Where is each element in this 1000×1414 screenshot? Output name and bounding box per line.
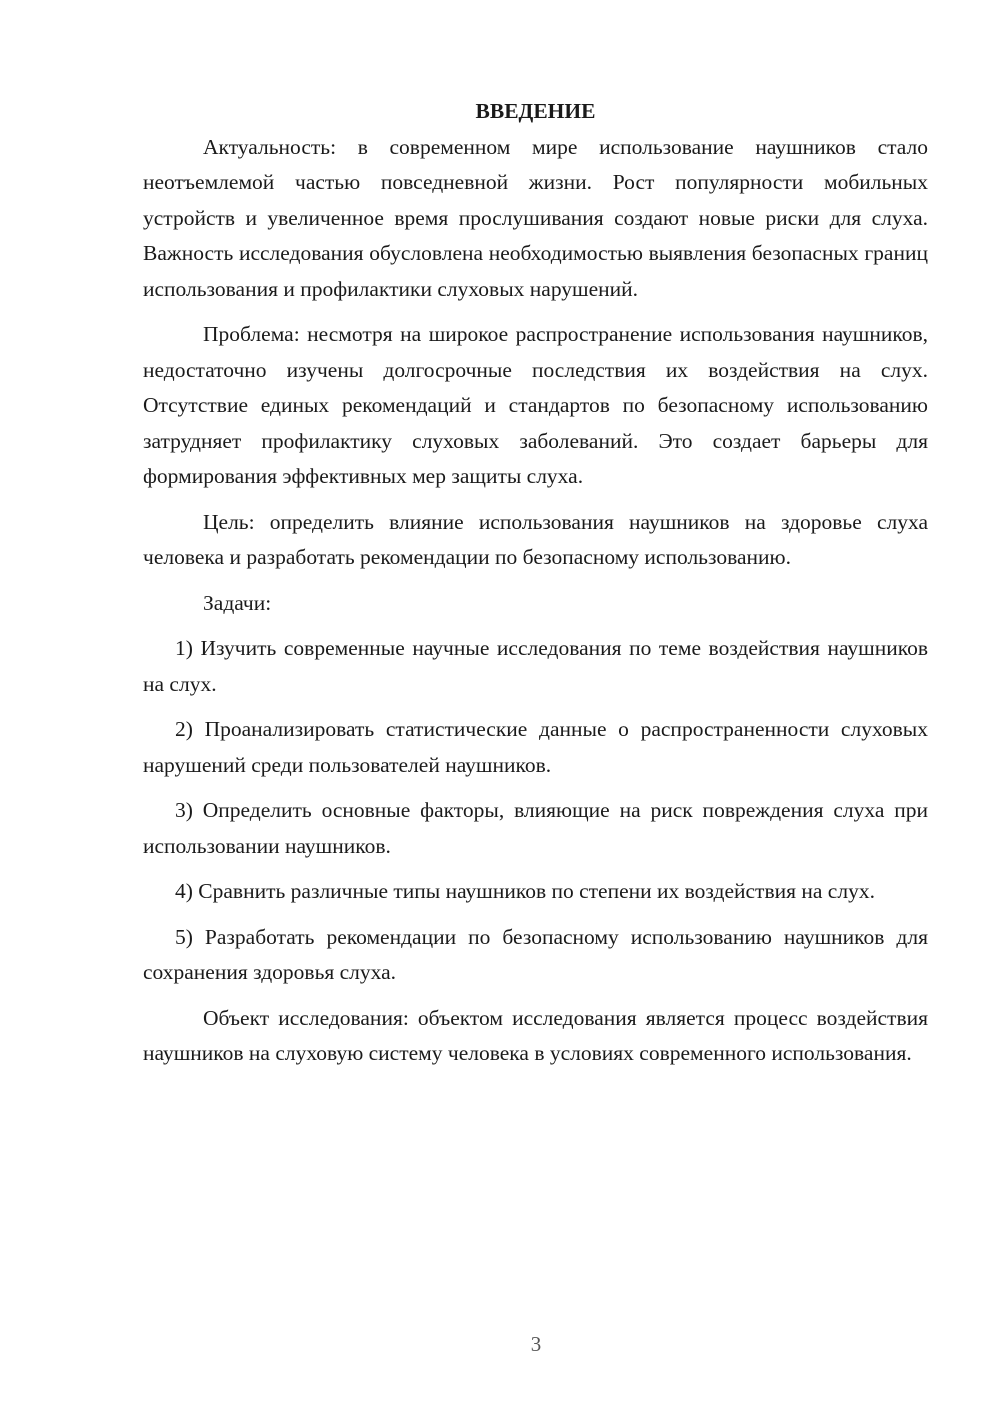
paragraph-relevance: Актуальность: в современном мире использование наушников стало неотъемлемой частью повседневной жизни. Рост популярности мобильных устройств и увеличенное время прослушивания создают новые риски для слуха. Важность исследования обусловлена необходимостью выявления безопасных границ использования и профилактики слуховых нарушений. [143,134,928,301]
paragraph-goal: Цель: определить влияние использования наушников на здоровье слуха человека и разработать рекомендации по безопасному использованию. [143,509,928,569]
task-item: 5) Разработать рекомендации по безопасному использованию наушников для сохранения здоровья слуха. [143,924,928,984]
paragraph-object: Объект исследования: объектом исследования является процесс воздействия наушников на слуховую систему человека в условиях современного использования. [143,1005,928,1065]
task-item: 3) Определить основные факторы, влияющие на риск повреждения слуха при использовании наушников. [143,798,928,858]
page-content [143,94,928,1082]
tasks-label: Задачи: [203,590,272,615]
task-item: 1) Изучить современные научные исследования по теме воздействия наушников на слух. [143,636,928,696]
paragraph-problem: Проблема: несмотря на широкое распространение использования наушников, недостаточно изучены долгосрочные последствия их воздействия на слух. Отсутствие единых рекомендаций и стандартов по безопасному использованию затрудняет профилактику слуховых заболеваний. Это создает барьеры для формирования эффективных мер защиты слуха. [143,322,928,488]
task-item: 2) Проанализировать статистические данные о распространенности слуховых нарушений среди пользователей наушников. [143,717,928,777]
task-item: 4) Сравнить различные типы наушников по степени их воздействия на слух. [175,879,875,903]
section-heading: ВВЕДЕНИЕ [475,99,596,123]
page-number: 3 [530,1332,542,1356]
